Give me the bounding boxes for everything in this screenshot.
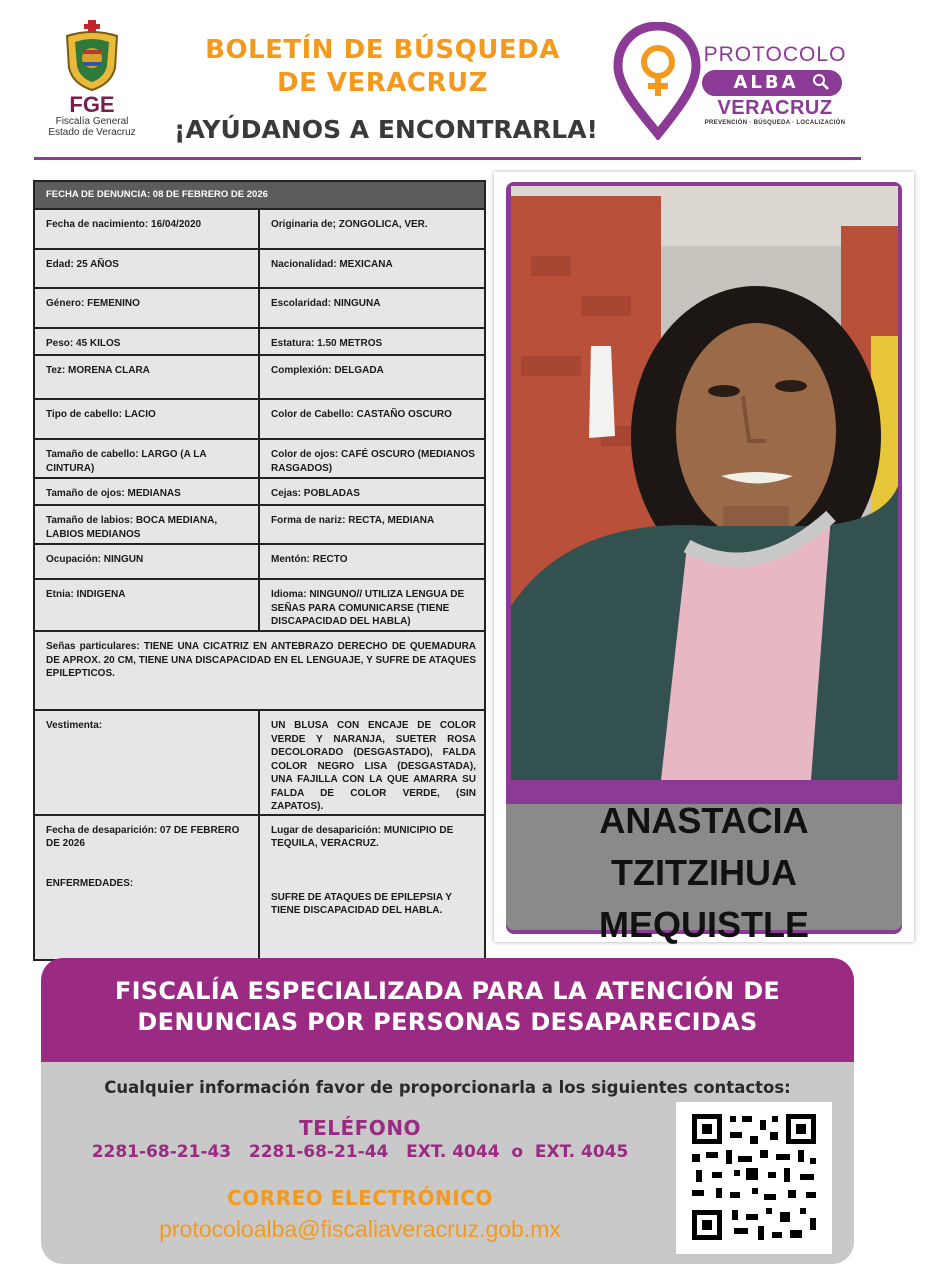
missing-person-details-table [33,180,486,961]
table-row [34,249,485,288]
table-row [34,399,485,439]
weight: Peso: 45 KILOS [34,328,259,355]
origin: Originaria de; ZONGOLICA, VER. [259,209,485,249]
hair-color: Color de Cabello: CASTAÑO OSCURO [259,399,485,439]
illnesses: SUFRE DE ATAQUES DE EPILEPSIA Y TIENE DISCAPACIDAD DEL HABLA. [271,891,452,916]
table-row [34,478,485,505]
phone-numbers[interactable]: 2281-68-21-43 2281-68-21-44 EXT. 4044 o EXT. 4045 [91,1142,629,1162]
name-line3: MEQUISTLE [598,904,809,945]
illnesses-label: ENFERMEDADES: [46,877,134,889]
eye-size: Tamaño de ojos: MEDIANAS [34,478,259,505]
table-row [34,209,485,249]
hair-type: Tipo de cabello: LACIO [34,399,259,439]
disappearance-place: Lugar de desaparición: MUNICIPIO DE TEQUILA, VERACRUZ. [271,824,454,849]
agency-title [41,976,854,1038]
bulletin-title-line2: DE VERACRUZ [277,68,488,98]
ethnicity: Etnia: INDIGENA [34,579,259,631]
table-row [34,328,485,355]
fge-abbreviation: FGE [69,92,115,117]
nationality: Nacionalidad: MEXICANA [259,249,485,288]
build: Complexión: DELGADA [259,355,485,399]
nose-shape: Forma de nariz: RECTA, MEDIANA [259,505,485,544]
table-row [34,544,485,579]
qr-code-icon[interactable] [676,1102,832,1254]
language: Idioma: NINGUNO// UTILIZA LENGUA DE SEÑAS PARA COMUNICARSE (TIENE DISCAPACIDAD DEL HABLA) [259,579,485,631]
missing-person-name [506,795,902,951]
birth-date: Fecha de nacimiento: 16/04/2020 [34,209,259,249]
contact-intro: Cualquier información favor de proporcionarla a los siguientes contactos: [104,1078,791,1097]
skin-tone: Tez: MORENA CLARA [34,355,259,399]
alba-state-label: VERACRUZ [717,97,833,119]
agency-title-line2: DENUNCIAS POR PERSONAS DESAPARECIDAS [137,1008,758,1036]
occupation: Ocupación: NINGUN [34,544,259,579]
phone-heading: TELÉFONO [298,1116,422,1140]
height: Estatura: 1.50 METROS [259,328,485,355]
report-date: FECHA DE DENUNCIA: 08 DE FEBRERO DE 2026 [34,181,485,209]
eyebrows: Cejas: POBLADAS [259,478,485,505]
table-row [34,505,485,544]
email-address[interactable]: protocoloalba@fiscaliaveracruz.gob.mx [159,1216,561,1242]
search-icon [812,73,830,91]
coat-of-arms-icon [61,20,123,92]
fge-name-line2: Estado de Veracruz [48,127,136,138]
schooling: Escolaridad: NINGUNA [259,288,485,328]
table-row [34,631,485,710]
name-line2: TZITZIHUA [611,852,797,893]
bulletin-title-line1: BOLETÍN DE BÚSQUEDA [205,35,560,65]
fge-full-name [42,116,142,138]
agency-title-line1: FISCALÍA ESPECIALIZADA PARA LA ATENCIÓN DE [114,977,781,1005]
help-slogan: ¡AYÚDANOS A ENCONTRARLA! [174,115,598,144]
protocol-label: PROTOCOLO [703,43,847,66]
age: Edad: 25 AÑOS [34,249,259,288]
alba-word: ALBA [733,72,799,93]
bulletin-title [160,34,605,100]
missing-person-photo [511,186,898,780]
chin: Mentón: RECTO [259,544,485,579]
fge-logo [42,20,142,150]
header-divider [34,157,861,160]
distinguishing-marks: Señas particulares: TIENE UNA CICATRIZ EN ANTEBRAZO DERECHO DE QUEMADURA DE APROX. 20 CM, TIENE UNA DISCAPACIDAD EN EL LENGUAJE, Y SUFRE DE ATAQUES EPILEPTICOS. [34,631,485,710]
email-heading: CORREO ELECTRÓNICO [227,1186,493,1210]
table-row [34,439,485,478]
hair-length: Tamaño de cabello: LARGO (A LA CINTURA) [34,439,259,478]
disappearance-date: Fecha de desaparición: 07 DE FEBRERO DE 2026 [46,824,240,849]
clothing-description: UN BLUSA CON ENCAJE DE COLOR VERDE Y NARANJA, SUETER ROSA DECOLORADO (DESGASTADO), FALDA COLOR NEGRO LISA (DESGASTADA), UNA FAJILLA CON LA QUE AMARRA SU FALDA DE COLOR VERDE, (SIN ZAPATOS). [259,710,485,815]
fge-name-line1: Fiscalía General [55,116,129,127]
table-row [34,815,485,960]
gender: Género: FEMENINO [34,288,259,328]
alba-tagline: PREVENCIÓN · BÚSQUEDA · LOCALIZACIÓN [704,120,846,126]
table-row [34,181,485,209]
disappearance-place-cell [259,815,485,960]
disappearance-cell [34,815,259,960]
table-row [34,355,485,399]
lip-size: Tamaño de labios: BOCA MEDIANA, LABIOS MEDIANOS [34,505,259,544]
eye-color: Color de ojos: CAFÉ OSCURO (MEDIANOS RASGADOS) [259,439,485,478]
table-row [34,710,485,815]
table-row [34,288,485,328]
name-line1: ANASTACIA [599,800,809,841]
clothing-label: Vestimenta: [34,710,259,815]
table-row [34,579,485,631]
